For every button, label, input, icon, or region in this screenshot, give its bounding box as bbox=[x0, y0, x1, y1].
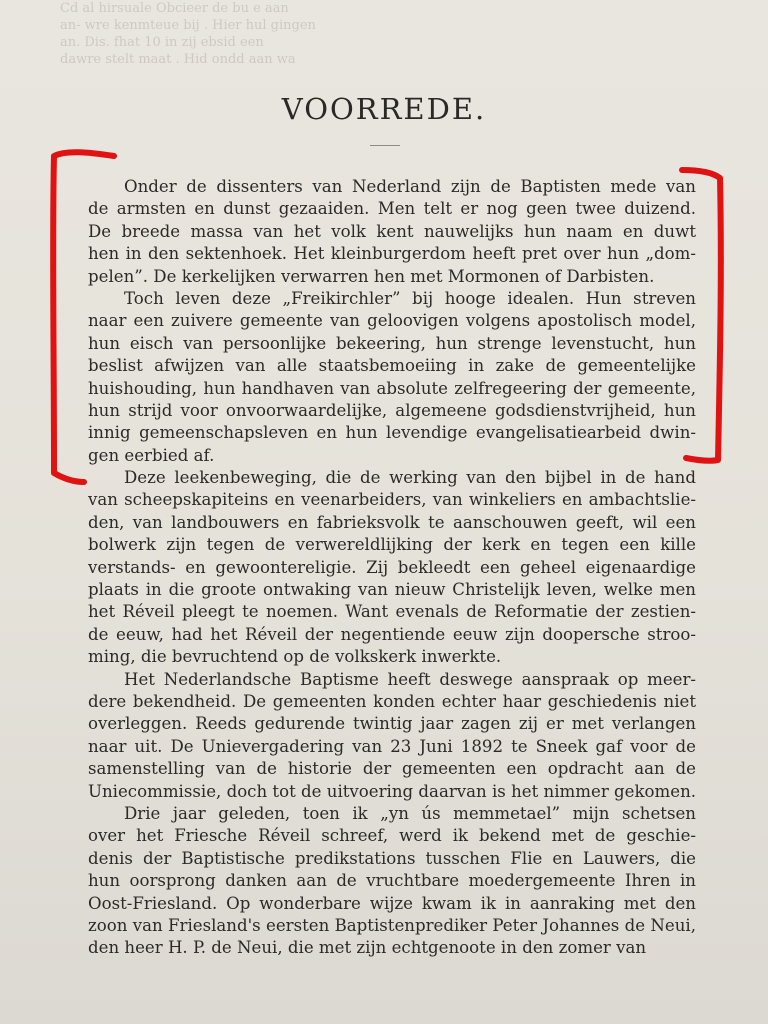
text-line: verstands- en gewoontereligie. Zij bekleedt een geheel eigenaardige bbox=[88, 557, 696, 577]
text-line: zoon van Friesland's eersten Baptistenprediker Peter Johannes de Neui, bbox=[88, 915, 696, 935]
paragraph bbox=[88, 176, 696, 288]
text-line: hun oorsprong danken aan de vruchtbare moedergemeente Ihren in bbox=[88, 871, 696, 891]
bleed-line: an- wre kenmteue bij . Hier hul gingen bbox=[60, 18, 316, 33]
text-line: Onder de dissenters van Nederland zijn de Baptisten mede van bbox=[124, 177, 696, 196]
bleed-line: dawre stelt maat . Hid ondd aan wa bbox=[60, 52, 296, 67]
bleed-line: Cd al hirsuale Obcieer de bu e aan bbox=[60, 1, 289, 16]
text-line: Oost-Friesland. Op wonderbare wijze kwam ik in aanraking met den bbox=[88, 893, 696, 913]
text-line: Uniecommissie, doch tot de uitvoering daarvan is het nimmer gekomen. bbox=[88, 781, 696, 801]
text-line: Drie jaar geleden, toen ik „yn ús memmetael” mijn schetsen bbox=[124, 803, 696, 823]
bleed-line: an. Dis. fhat 10 in zij ebsid een bbox=[60, 35, 264, 50]
text-line: ming, die bevruchtend op de volkskerk inwerkte. bbox=[88, 647, 502, 667]
text-line: den heer H. P. de Neui, die met zijn echtgenoote in den zomer van bbox=[88, 938, 647, 958]
text-line: dere bekendheid. De gemeenten konden echter haar geschiedenis niet bbox=[88, 691, 696, 711]
body-text bbox=[88, 176, 696, 960]
text-line: De breede massa van het volk kent nauwelijks hun naam en duwt bbox=[88, 221, 696, 241]
text-line: innig gemeenschapsleven en hun levendige evangelisatiearbeid dwin- bbox=[88, 423, 696, 443]
text-line: van scheepskapiteins en veenarbeiders, van winkeliers en ambachtslie- bbox=[88, 490, 696, 510]
text-line: denis der Baptistische predikstations tusschen Flie en Lauwers, die bbox=[88, 848, 696, 868]
page-title: VOORREDE. bbox=[281, 92, 487, 126]
text-line: den, van landbouwers en fabrieksvolk te aanschouwen geeft, wil een bbox=[88, 512, 696, 532]
title-divider bbox=[370, 145, 400, 146]
text-line: hun eisch van persoonlijke bekeering, hun strenge levenstucht, hun bbox=[88, 333, 696, 353]
text-line: bolwerk zijn tegen de verwereldlijking der kerk en tegen een kille bbox=[88, 535, 696, 555]
text-line: het Réveil pleegt te noemen. Want evenals de Reformatie der zestien- bbox=[88, 602, 696, 622]
text-line: hun strijd voor onvoorwaardelijke, algemeene godsdienstvrijheid, hun bbox=[88, 400, 696, 420]
text-line: naar een zuivere gemeente van geloovigen volgens apostolisch model, bbox=[88, 311, 696, 331]
paragraph bbox=[88, 669, 696, 803]
text-line: Deze leekenbeweging, die de werking van den bijbel in de hand bbox=[124, 468, 696, 488]
text-line: gen eerbied af. bbox=[88, 445, 215, 465]
text-line: beslist afwijzen van alle staatsbemoeiing in zake de gemeentelijke bbox=[88, 356, 696, 376]
text-line: samenstelling van de historie der gemeenten een opdracht aan de bbox=[88, 759, 696, 779]
text-line: hen in den sektenhoek. Het kleinburgerdom heeft pret over hun „dom- bbox=[88, 244, 696, 264]
paragraph bbox=[88, 803, 696, 960]
text-line: de eeuw, had het Réveil der negentiende eeuw zijn doopersche stroo- bbox=[88, 624, 696, 644]
text-line: overleggen. Reeds gedurende twintig jaar zagen zij er met verlangen bbox=[88, 714, 696, 734]
text-line: de armsten en dunst gezaaiden. Men telt er nog geen twee duizend. bbox=[88, 199, 696, 219]
text-line: pelen”. De kerkelijken verwarren hen met Mormonen of Darbisten. bbox=[88, 266, 655, 286]
paragraph bbox=[88, 288, 696, 467]
text-line: plaats in die groote ontwaking van nieuw Christelijk leven, welke men bbox=[88, 580, 696, 600]
text-line: Toch leven deze „Freikirchler” bij hooge idealen. Hun streven bbox=[124, 288, 696, 308]
text-line: over het Friesche Réveil schreef, werd ik bekend met de geschie- bbox=[88, 826, 696, 846]
paragraph bbox=[88, 467, 696, 669]
text-line: Het Nederlandsche Baptisme heeft deswege aanspraak op meer- bbox=[124, 669, 696, 689]
text-line: naar uit. De Unievergadering van 23 Juni 1892 te Sneek gaf voor de bbox=[88, 736, 696, 756]
text-line: huishouding, hun handhaven van absolute zelfregeering der gemeente, bbox=[88, 378, 696, 398]
bleed-through-text bbox=[60, 0, 620, 70]
